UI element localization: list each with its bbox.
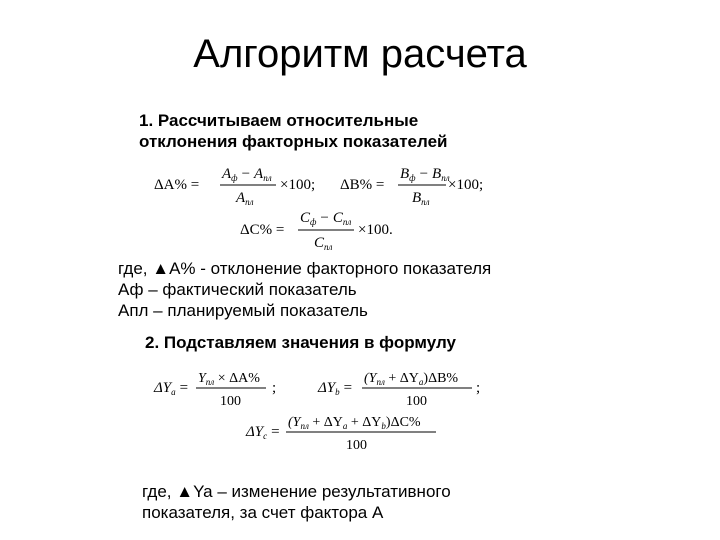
formula-c-tail: ×100. [358,222,393,238]
step-2-heading [145,332,456,353]
svg-text:Cпл: $C_{пл}$ [314,235,333,252]
formula-b-tail: ×100; [448,177,484,193]
deviation-formulas [150,158,500,258]
step-1-line-2: отклонения факторных показателей [139,132,448,151]
svg-text:100: 100 [220,394,241,409]
formula-delta-b [340,166,483,207]
svg-text:100: 100 [346,438,367,453]
definition-2-line-2: показателя, за счет фактора А [142,503,384,522]
svg-text:ΔYa=: $\Delta Y_a$ = [154,380,189,397]
formula-c-lhs: ΔC% = [240,222,285,238]
svg-text:Bф−Bпл: $B_ф - B_{пл}$ [400,166,450,183]
svg-text:ΔYb=: $\Delta Y_b$ = [318,380,353,397]
step-1-heading [139,110,447,152]
slide-title: Алгоритм расчета [193,32,527,76]
svg-text:Bпл: $B_{пл}$ [412,190,430,207]
svg-text:Yпл × ΔA%: $Y_{пл} \times \Delta A\%$ [198,371,260,387]
definitions-block-2 [142,481,451,523]
svg-text:100: 100 [406,394,427,409]
definition-2-line-1: где, ▲Ya – изменение результативного [142,482,451,501]
result-change-formulas [150,368,500,458]
formula-delta-a [154,166,315,207]
definition-line-2: Аф – фактический показатель [118,280,357,299]
formula-delta-yc [245,415,436,453]
formula-a-lhs: ΔA% = [154,177,200,193]
definition-line-1: где, ▲А% - отклонение факторного показателя [118,259,492,278]
formula-delta-yb [317,371,480,409]
definition-line-3: Апл – планируемый показатель [118,301,368,320]
svg-text:;: ; [272,380,277,396]
svg-text:Aф−Aпл: $A_ф - A_{пл}$ [222,166,272,183]
svg-text:ΔYc=: $\Delta Y_c$ = [246,424,280,441]
svg-text:;: ; [476,380,481,396]
formula-delta-c [240,210,393,252]
svg-text:Aпл: $A_{пл}$ [236,190,254,207]
formula-delta-ya [153,371,276,409]
step-1-line-1: 1. Рассчитываем относительные [139,111,419,130]
svg-text:(Yпл + ΔYa)ΔB%: $(Y_{пл} + \Delta Y_a)\Delta B\%$ [364,371,459,387]
formula-a-tail: ×100; [280,177,316,193]
step-2-line-1: 2. Подставляем значения в формулу [145,333,456,352]
svg-text:Cф−Cпл: $C_ф - C_{пл}$ [300,210,352,227]
formula-b-lhs: ΔB% = [340,177,385,193]
definitions-block-1 [118,258,491,321]
svg-text:(Yпл + ΔYa + ΔYb)ΔC%: $(Y_{пл} + \Delta Y_a + \Delta Y_b)\Delta C\%$ [288,415,421,431]
